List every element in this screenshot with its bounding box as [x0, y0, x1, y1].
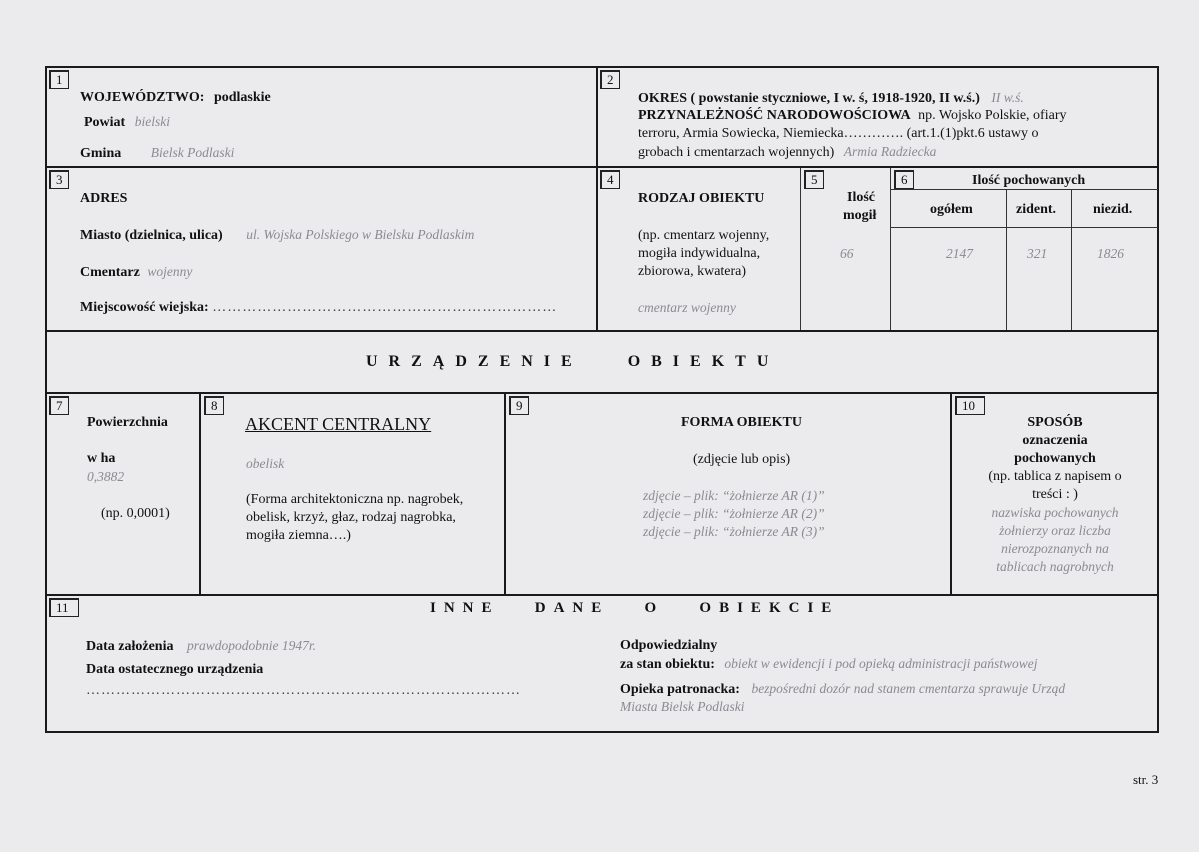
powiat-value: bielski: [134, 114, 170, 129]
divider-row1: [45, 166, 1159, 168]
pochowani-zident-value: 321: [1027, 246, 1048, 261]
ilosc-mogil-value: 66: [840, 246, 854, 261]
pochowani-niezid-value: 1826: [1097, 246, 1124, 261]
rodzaj-hint-3: zbiorowa, kwatera): [638, 264, 747, 279]
przynaleznosc-value: Armia Radziecka: [843, 144, 937, 159]
inne-dane-header: INNE DANE O OBIEKCIE: [430, 600, 840, 616]
divider-row3: [45, 392, 1159, 394]
gmina-row: [80, 144, 234, 163]
col-zident-header: zident.: [1016, 202, 1057, 217]
cmentarz-label: Cmentarz: [80, 265, 140, 280]
section-number-11: 11: [49, 598, 79, 617]
sposob-hint-2: treści : ): [1032, 487, 1078, 502]
sposob-value-3: nierozpoznanych na: [1001, 541, 1109, 556]
przynaleznosc-hint-1: np. Wojsko Polskie, ofiary: [918, 108, 1067, 123]
odpowiedzialny-label-2: za stan obiektu:: [620, 657, 715, 672]
adres-label: ADRES: [80, 191, 128, 206]
przynaleznosc-label: PRZYNALEŻNOŚĆ NARODOWOŚCIOWA: [638, 108, 911, 123]
akcent-centralny-title: AKCENT CENTRALNY: [245, 414, 432, 434]
powierzchnia-title: Powierzchnia: [87, 415, 168, 430]
rodzaj-value: cmentarz wojenny: [638, 300, 736, 315]
sposob-value-2: żołnierzy oraz liczba: [999, 523, 1111, 538]
wojewodztwo-label: WOJEWÓDZTWO:: [80, 90, 205, 105]
gmina-label: Gmina: [80, 146, 122, 161]
powierzchnia-hint: (np. 0,0001): [101, 506, 170, 521]
okres-row: [638, 89, 1024, 108]
col-niezid-header: niezid.: [1093, 202, 1133, 217]
divider-col-8-9: [504, 392, 506, 596]
przynaleznosc-hint-3: grobach i cmentarzach wojennych): [638, 145, 835, 160]
okres-value: II w.ś.: [991, 90, 1024, 105]
rodzaj-hint-2: mogiła indywidualna,: [638, 246, 761, 261]
akcent-hint-3: mogiła ziemna….): [246, 528, 351, 543]
section-number-10: 10: [955, 396, 985, 415]
akcent-hint-1: (Forma architektoniczna np. nagrobek,: [246, 492, 464, 507]
forma-photo-1: zdjęcie – plik: “żołnierze AR (1)”: [643, 488, 825, 503]
miejscowosc-dots: ……………………………………………………………: [212, 300, 558, 315]
okres-label: OKRES ( powstanie styczniowe, I w. ś, 1918-1920, II w.ś.): [638, 91, 980, 106]
section-number-4: 4: [600, 170, 620, 189]
section-number-6: 6: [894, 170, 914, 189]
miasto-row: [80, 226, 474, 245]
miasto-label: Miasto (dzielnica, ulica): [80, 228, 223, 243]
powierzchnia-unit: w ha: [87, 451, 116, 466]
ilosc-mogil-title-1: Ilość: [847, 190, 875, 205]
gmina-value: Bielsk Podlaski: [150, 145, 235, 160]
miejscowosc-row: [80, 299, 557, 317]
akcent-value: obelisk: [246, 456, 285, 471]
ilosc-pochowanych-title: Ilość pochowanych: [972, 173, 1086, 188]
przynaleznosc-row-3: [638, 143, 936, 162]
data-zalozenia-value: prawdopodobnie 1947r.: [186, 638, 316, 653]
sposob-value-4: tablicach nagrobnych: [996, 559, 1114, 574]
section-number-2: 2: [600, 70, 620, 89]
powiat-label: Powiat: [84, 115, 126, 130]
sposob-value-1: nazwiska pochowanych: [991, 505, 1119, 520]
odpowiedzialny-value: obiekt w ewidencji i pod opieką administracji państwowej: [724, 656, 1038, 671]
przynaleznosc-hint-2: terroru, Armia Sowiecka, Niemiecka…………. (art.1.(1)pkt.6 ustawy o: [638, 126, 1039, 141]
rodzaj-obiektu-title: RODZAJ OBIEKTU: [638, 191, 765, 206]
sposob-oznaczenia-block: [955, 414, 1155, 576]
sposob-title-2: oznaczenia: [1022, 433, 1088, 448]
divider-col-niezid: [1071, 189, 1072, 330]
wojewodztwo-row: [80, 89, 271, 107]
data-zalozenia-row: [86, 637, 316, 656]
section-number-7: 7: [49, 396, 69, 415]
divider-col-headers: [890, 227, 1158, 228]
col-ogolem-header: ogółem: [930, 202, 973, 217]
divider-col-9-10: [950, 392, 952, 596]
sposob-title-1: SPOSÓB: [1027, 415, 1083, 430]
opieka-value-1: bezpośredni dozór nad stanem cmentarza sprawuje Urząd: [751, 681, 1066, 696]
odpowiedzialny-label-1: Odpowiedzialny: [620, 638, 718, 653]
divider-col-main: [596, 66, 598, 332]
urzadzenie-obiektu-header: URZĄDZENIE OBIEKTU: [366, 353, 780, 370]
forma-photo-2: zdjęcie – plik: “żołnierze AR (2)”: [643, 506, 825, 521]
odpowiedzialny-row: [620, 655, 1038, 674]
opieka-label: Opieka patronacka:: [620, 682, 740, 697]
ilosc-mogil-title-2: mogił: [843, 208, 877, 223]
divider-col-7-8: [199, 392, 201, 596]
akcent-hint-2: obelisk, krzyż, głaz, rodzaj nagrobka,: [246, 510, 456, 525]
sposob-title-3: pochowanych: [1014, 451, 1096, 466]
section-number-8: 8: [204, 396, 224, 415]
divider-col-6: [890, 168, 891, 330]
powiat-row: [84, 113, 170, 132]
sposob-hint-1: (np. tablica z napisem o: [988, 469, 1122, 484]
opieka-value-2: Miasta Bielsk Podlaski: [620, 699, 745, 714]
section-number-3: 3: [49, 170, 69, 189]
forma-obiektu-title: FORMA OBIEKTU: [681, 415, 802, 430]
miasto-value: ul. Wojska Polskiego w Bielsku Podlaskim: [246, 227, 475, 242]
divider-col-5: [800, 168, 801, 330]
rodzaj-hint-1: (np. cmentarz wojenny,: [638, 228, 770, 243]
divider-row2: [45, 330, 1159, 332]
forma-photo-3: zdjęcie – plik: “żołnierze AR (3)”: [643, 524, 825, 539]
section-number-9: 9: [509, 396, 529, 415]
section-number-1: 1: [49, 70, 69, 89]
section-number-5: 5: [804, 170, 824, 189]
cmentarz-value: wojenny: [147, 264, 193, 279]
data-urzadzenia-dots: ……………………………………………………………………………: [86, 683, 521, 698]
wojewodztwo-value: podlaskie: [213, 90, 271, 105]
data-urzadzenia-label: Data ostatecznego urządzenia: [86, 662, 264, 677]
divider-row4: [45, 594, 1159, 596]
powierzchnia-value: 0,3882: [87, 469, 125, 484]
opieka-row: [620, 680, 1065, 699]
data-zalozenia-label: Data założenia: [86, 639, 174, 654]
miejscowosc-label: Miejscowość wiejska:: [80, 300, 209, 315]
page-number: str. 3: [1133, 772, 1159, 787]
forma-obiektu-hint: (zdjęcie lub opis): [693, 452, 791, 467]
przynaleznosc-row: [638, 107, 1067, 125]
cmentarz-row: [80, 263, 192, 282]
pochowani-ogolem-value: 2147: [946, 246, 973, 261]
divider-col-zident: [1006, 189, 1007, 330]
